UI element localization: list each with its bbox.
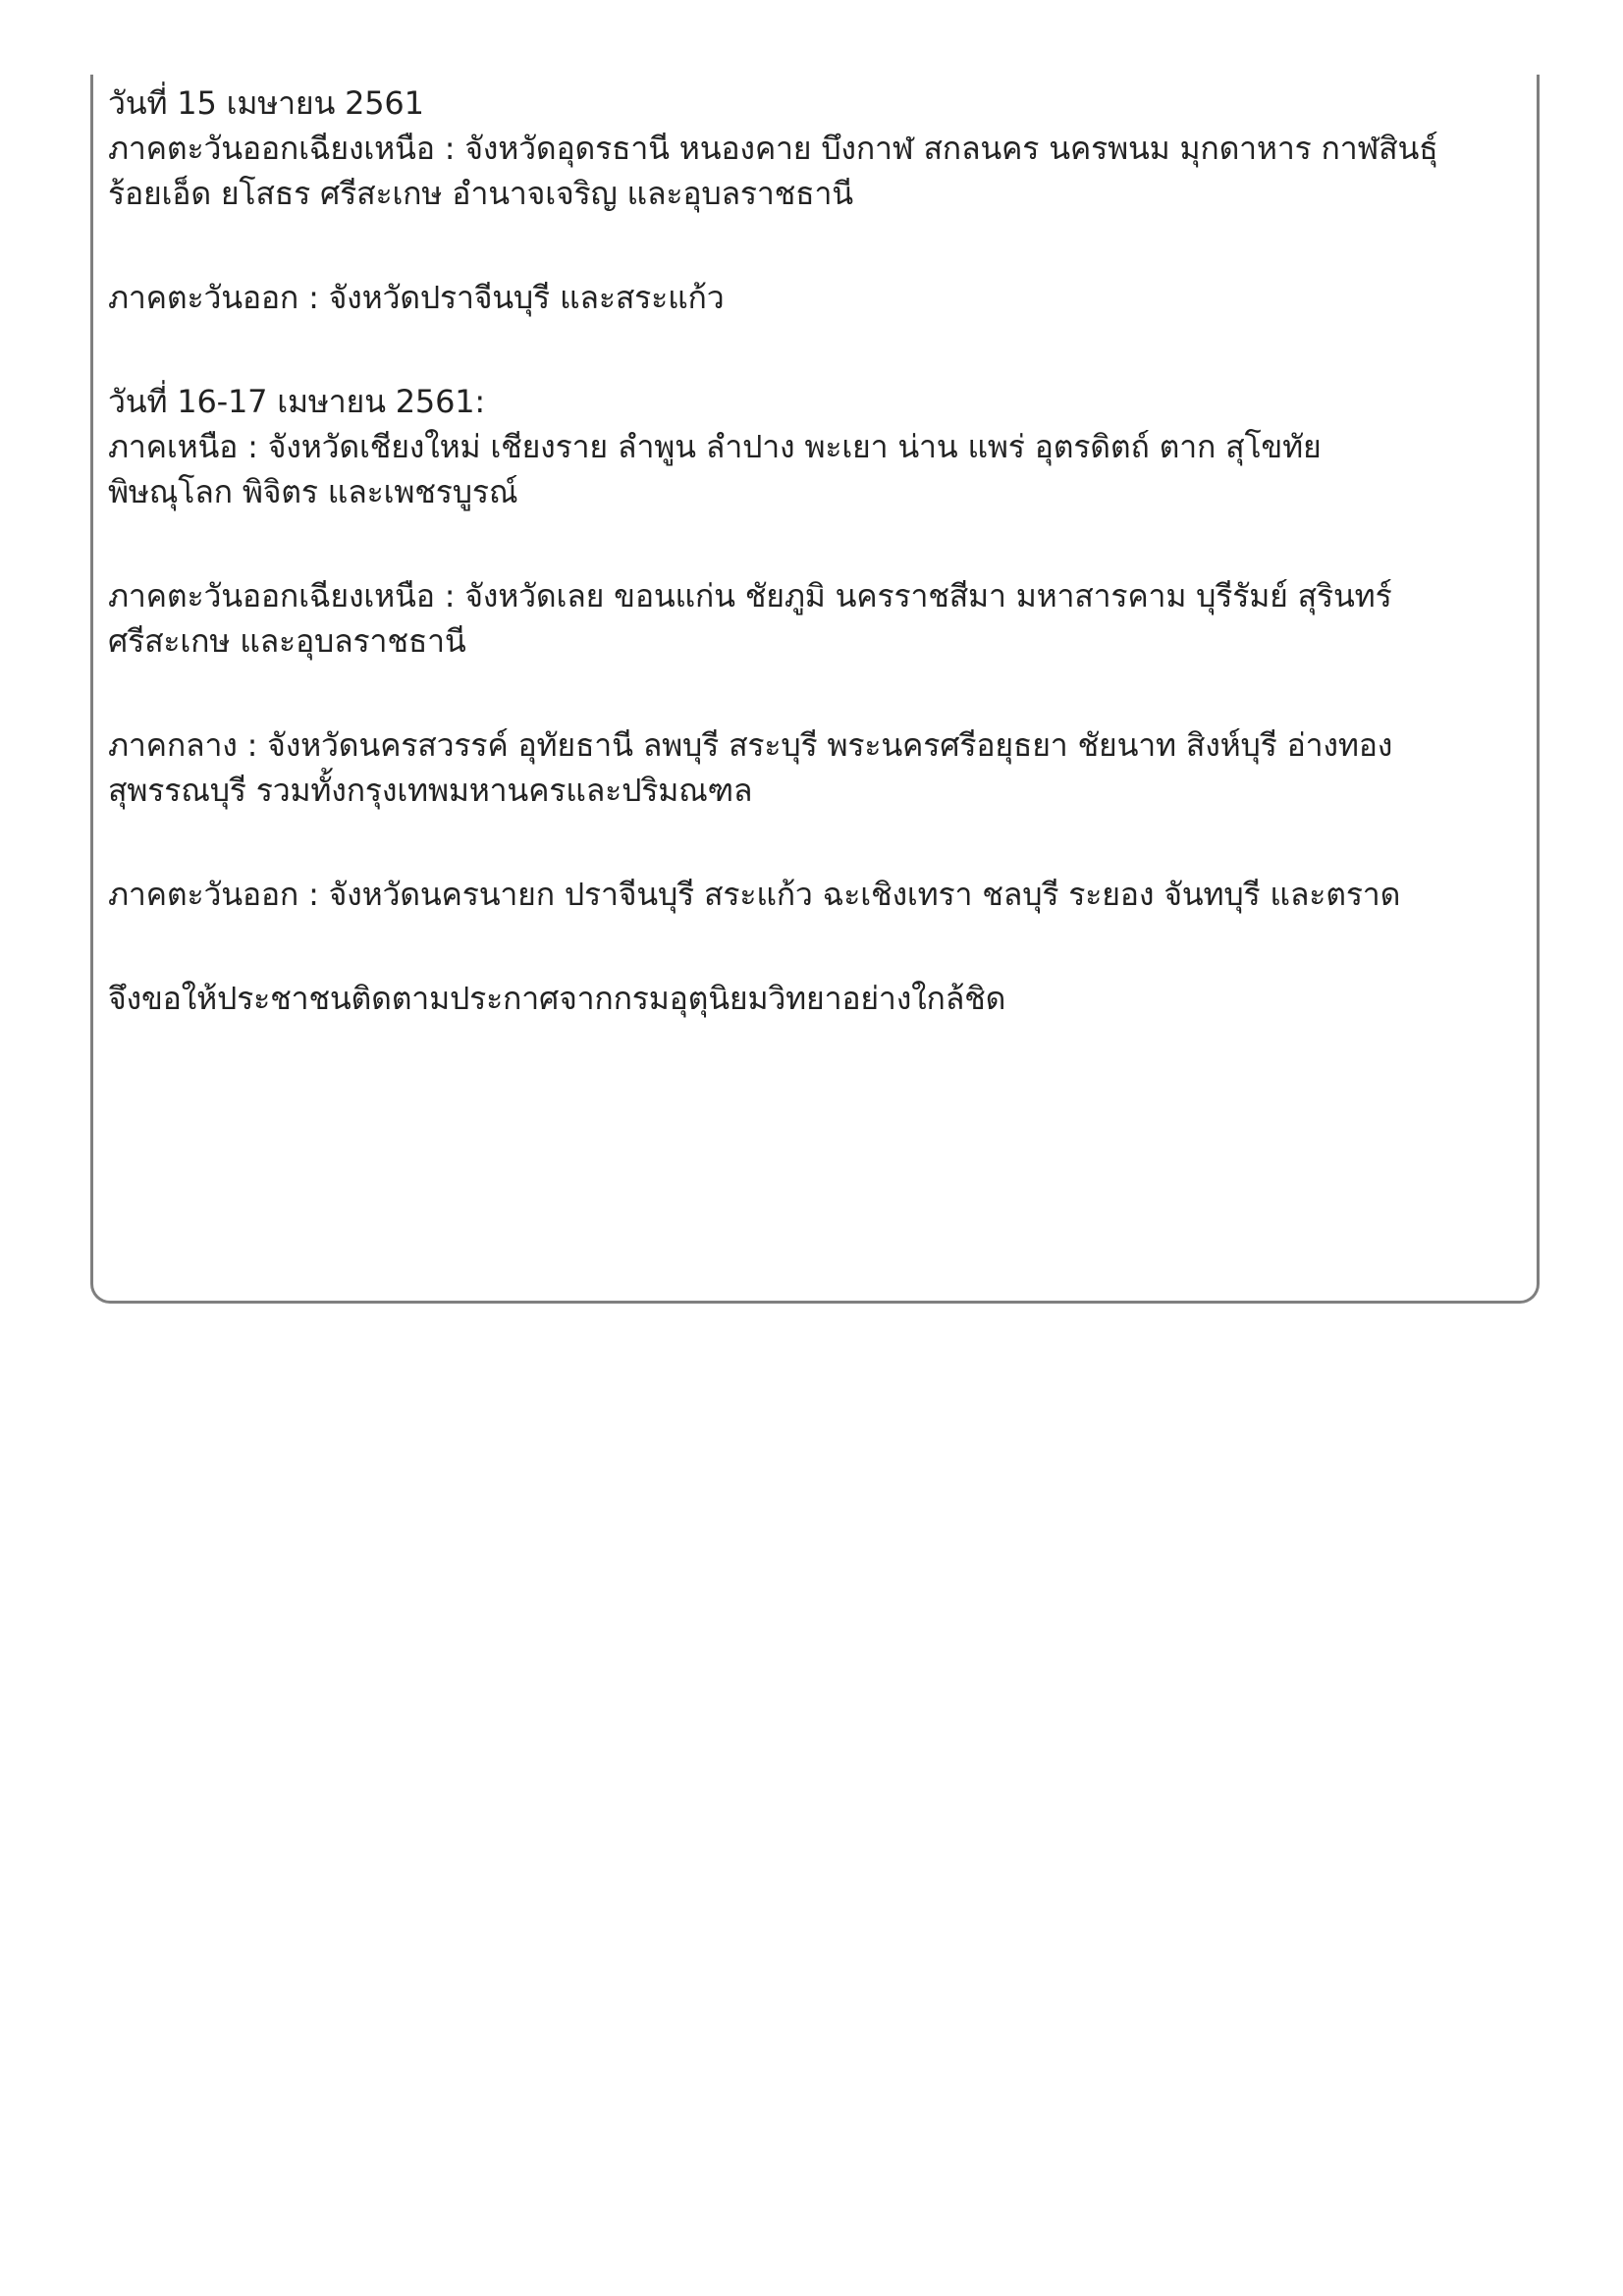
paragraph-apr15-east (108, 275, 1532, 320)
paragraph-advisory (108, 976, 1532, 1021)
paragraph-gap (108, 216, 1532, 275)
paragraph-gap (108, 320, 1532, 379)
paragraph-apr16-17-north (108, 379, 1532, 514)
paragraph-apr16-17-northeast (108, 573, 1532, 664)
paragraph-gap (108, 514, 1532, 573)
text-line: ภาคเหนือ : จังหวัดเชียงใหม่ เชียงราย ลำพูน ลำปาง พะเยา น่าน แพร่ อุตรดิตถ์ ตาก สุโขทัย (108, 428, 1322, 465)
text-line: ภาคตะวันออกเฉียงเหนือ : จังหวัดอุดรธานี หนองคาย บึงกาฬ สกลนคร นครพนม มุกดาหาร กาฬสินธุ์ (108, 130, 1438, 167)
paragraph-apr16-17-central (108, 722, 1532, 813)
text-line: ร้อยเอ็ด ยโสธร ศรีสะเกษ อำนาจเจริญ และอุบลราชธานี (108, 175, 853, 212)
text-line: ภาคตะวันออกเฉียงเหนือ : จังหวัดเลย ขอนแก่น ชัยภูมิ นครราชสีมา มหาสารคาม บุรีรัมย์ สุรินทร์ (108, 577, 1392, 614)
text-line: สุพรรณบุรี รวมทั้งกรุงเทพมหานครและปริมณฑล (108, 772, 753, 809)
paragraph-apr15-northeast (108, 80, 1532, 216)
advisory-text: จึงขอให้ประชาชนติดตามประกาศจากกรมอุตุนิยมวิทยาอย่างใกล้ชิด (108, 980, 1006, 1017)
text-line: ภาคตะวันออก : จังหวัดนครนายก ปราจีนบุรี สระแก้ว ฉะเชิงเทรา ชลบุรี ระยอง จันทบุรี และตราด (108, 876, 1401, 913)
paragraph-gap (108, 813, 1532, 872)
document-body (108, 80, 1532, 1021)
date-heading-apr15: วันที่ 15 เมษายน 2561 (108, 84, 424, 122)
text-line: ภาคตะวันออก : จังหวัดปราจีนบุรี และสระแก้ว (108, 279, 725, 316)
paragraph-gap (108, 664, 1532, 722)
text-line: ภาคกลาง : จังหวัดนครสวรรค์ อุทัยธานี ลพบุรี สระบุรี พระนครศรีอยุธยา ชัยนาท สิงห์บุรี อ่างทอง (108, 726, 1393, 764)
paragraph-apr16-17-east (108, 872, 1532, 917)
text-line: ศรีสะเกษ และอุบลราชธานี (108, 622, 466, 660)
date-heading-apr16-17: วันที่ 16-17 เมษายน 2561: (108, 383, 485, 420)
paragraph-gap (108, 917, 1532, 976)
text-line: พิษณุโลก พิจิตร และเพชรบูรณ์ (108, 473, 518, 510)
